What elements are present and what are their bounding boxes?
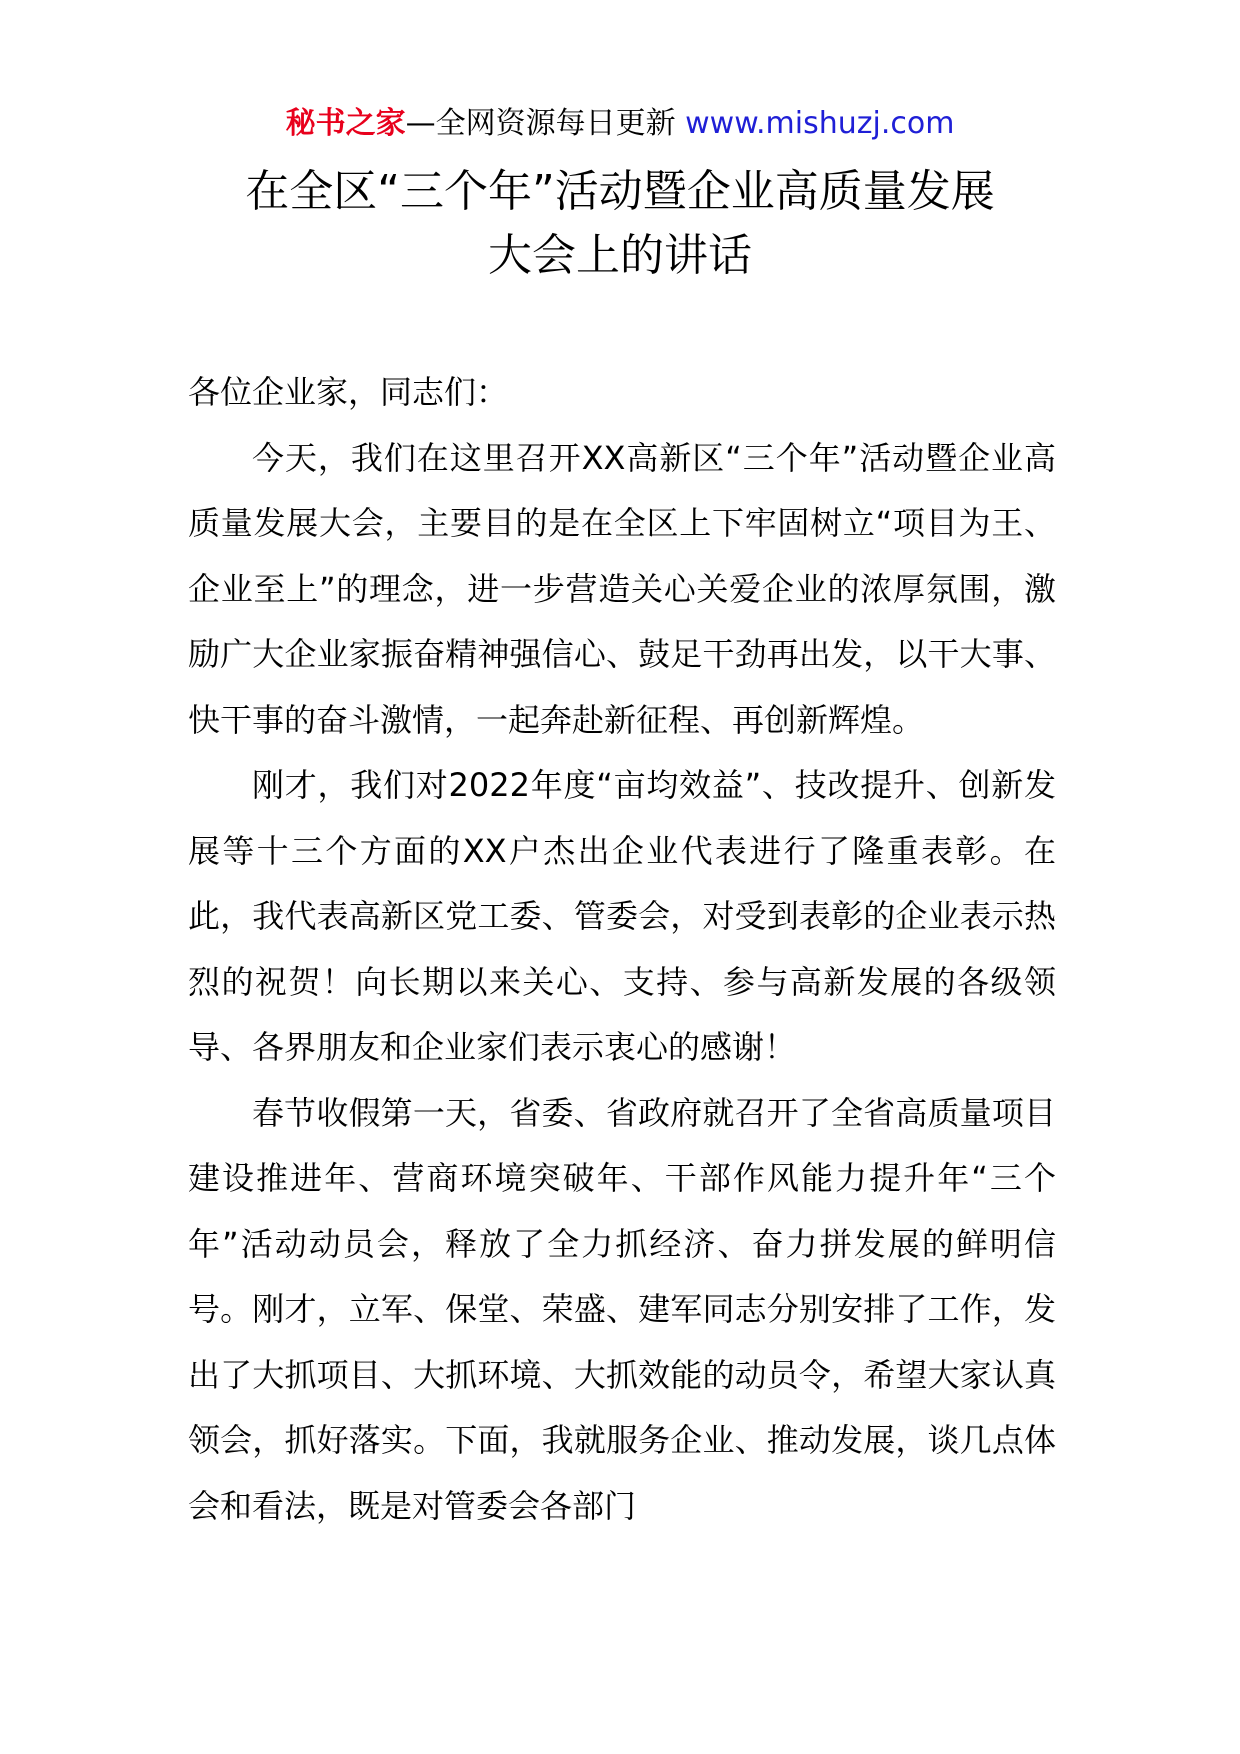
site-header [0,104,1240,144]
document-body [188,360,1056,1539]
site-brand: 秘书之家 [285,106,406,141]
paragraph-2: 刚才，我们对2022年度“亩均效益”、技改提升、创新发展等十三个方面的XX户杰出企业代表进行了隆重表彰。在此，我代表高新区党工委、管委会，对受到表彰的企业表示热烈的祝贺！向长期以来关心、支持、参与高新发展的各级领导、各界朋友和企业家们表示衷心的感谢！ [188,766,1056,1066]
site-url-link[interactable]: www.mishuzj.com [685,106,955,141]
paragraph-3: 春节收假第一天，省委、省政府就召开了全省高质量项目建设推进年、营商环境突破年、干部作风能力提升年“三个年”活动动员会，释放了全力抓经济、奋力拼发展的鲜明信号。刚才，立军、保堂、荣盛、建军同志分别安排了工作，发出了大抓项目、大抓环境、大抓效能的动员令，希望大家认真领会，抓好落实。下面，我就服务企业、推动发展，谈几点体会和看法，既是对管委会各部门 [188,1093,1056,1525]
document-title [0,160,1240,288]
title-line-1: 在全区“三个年”活动暨企业高质量发展 [245,166,995,217]
site-tagline: —全网资源每日更新 [405,106,686,141]
title-line-2: 大会上的讲话 [488,230,752,281]
paragraph-1: 今天，我们在这里召开XX高新区“三个年”活动暨企业高质量发展大会，主要目的是在全区上下牢固树立“项目为王、企业至上”的理念，进一步营造关心关爱企业的浓厚氛围，激励广大企业家振奋精神强信心、鼓足干劲再出发，以干大事、快干事的奋斗激情，一起奔赴新征程、再创新辉煌。 [188,438,1056,739]
salutation: 各位企业家，同志们： [188,373,509,411]
